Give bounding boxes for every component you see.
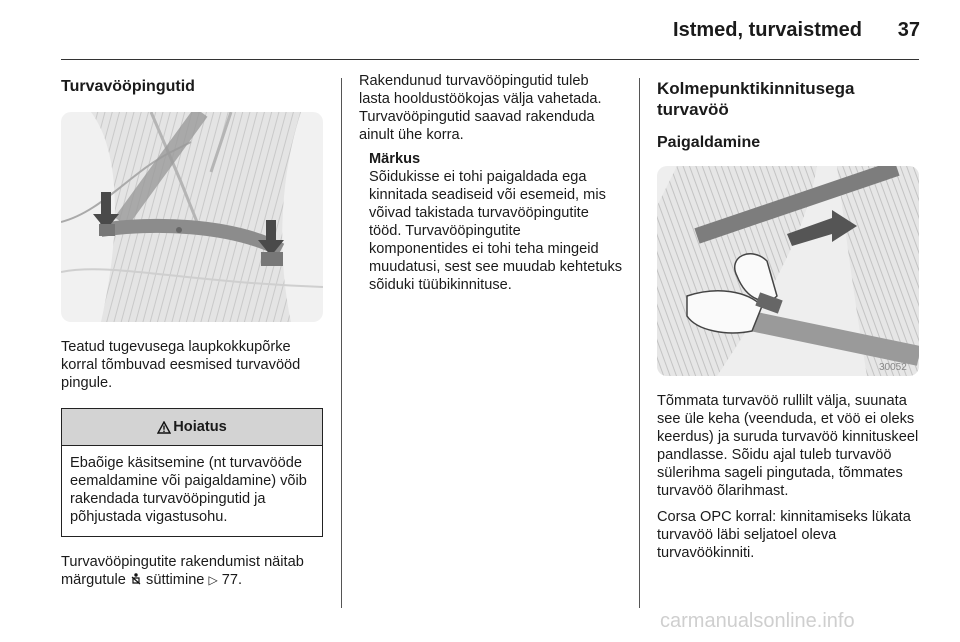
warning-title: Hoiatus bbox=[173, 419, 227, 435]
note-title: Märkus bbox=[369, 151, 421, 167]
column-2 bbox=[359, 72, 623, 294]
note-text: Sõidukisse ei tohi paigaldada ega kinnitada seadiseid või esemeid, mis võivad takistada turvavööpingutite tööd. Turvavööpingutite komponentides ei tohi teha mingeid muudatusi, sest see muudab kehtetuks sõiduki tüübikinnituse. bbox=[369, 169, 623, 293]
subsection-heading: Paigaldamine bbox=[657, 134, 761, 151]
watermark: carmanualsonline.info bbox=[660, 610, 855, 632]
indicator-paragraph bbox=[61, 553, 323, 589]
three-point-belt-figure bbox=[657, 166, 919, 376]
page-header-title: Istmed, turvaistmed bbox=[673, 19, 862, 41]
warning-triangle-icon bbox=[157, 421, 171, 434]
warning-box bbox=[61, 408, 323, 537]
header-divider bbox=[61, 59, 919, 60]
reference-arrow-icon: ▷ bbox=[208, 573, 218, 587]
warning-header bbox=[62, 409, 322, 446]
belt-fastening-illustration bbox=[657, 166, 919, 376]
replacement-paragraph: Rakendunud turvavööpingutid tuleb lasta hooldustöökojas välja vahetada. Turvavööpingutid saavad rakenduda ainult ühe korra. bbox=[359, 73, 602, 143]
seatbelt-pretensioner-figure bbox=[61, 112, 323, 322]
seatbelt-pretensioner-warning-icon bbox=[130, 573, 142, 586]
column-1 bbox=[61, 72, 323, 589]
opc-paragraph: Corsa OPC korral: kinnitamiseks lükata turvavöö läbi seljatoel oleva turvavöökinniti. bbox=[657, 509, 911, 561]
page-number: 37 bbox=[897, 19, 920, 41]
column-divider bbox=[341, 78, 342, 608]
figure-number: 30052 bbox=[879, 362, 907, 373]
section-heading: Kolmepunktikinnitusega turvavöö bbox=[657, 79, 855, 119]
indicator-text: Turvavööpingutite rakendumist näitab märgutule bbox=[61, 554, 304, 588]
figure-caption: Teatud tugevusega laupkokkupõrke korral tõmbuvad eesmised turvavööd pingule. bbox=[61, 339, 301, 391]
column-3 bbox=[657, 72, 919, 562]
note-block bbox=[369, 150, 623, 294]
warning-text: Ebaõige käsitsemine (nt turvavööde eemaldamine või paigaldamine) võib rakendada turvavööpingutid ja põhjustada vigastusohu. bbox=[70, 455, 307, 525]
fastening-paragraph: Tõmmata turvavöö rullilt välja, suunata see üle keha (veenduda, et vöö ei oleks keerdus) ja suruda turvavöö kinnituskeel pandlasse. Sõidu ajal tuleb turvavöö sülerihma sageli pingutada, tõmmates turvavöö õlarihmast. bbox=[657, 393, 919, 499]
column-divider bbox=[639, 78, 640, 608]
indicator-text-2: süttimine bbox=[146, 572, 205, 588]
reference-page[interactable]: 77. bbox=[221, 572, 243, 588]
pretensioner-illustration bbox=[61, 112, 323, 322]
section-heading: Turvavööpingutid bbox=[61, 78, 195, 95]
